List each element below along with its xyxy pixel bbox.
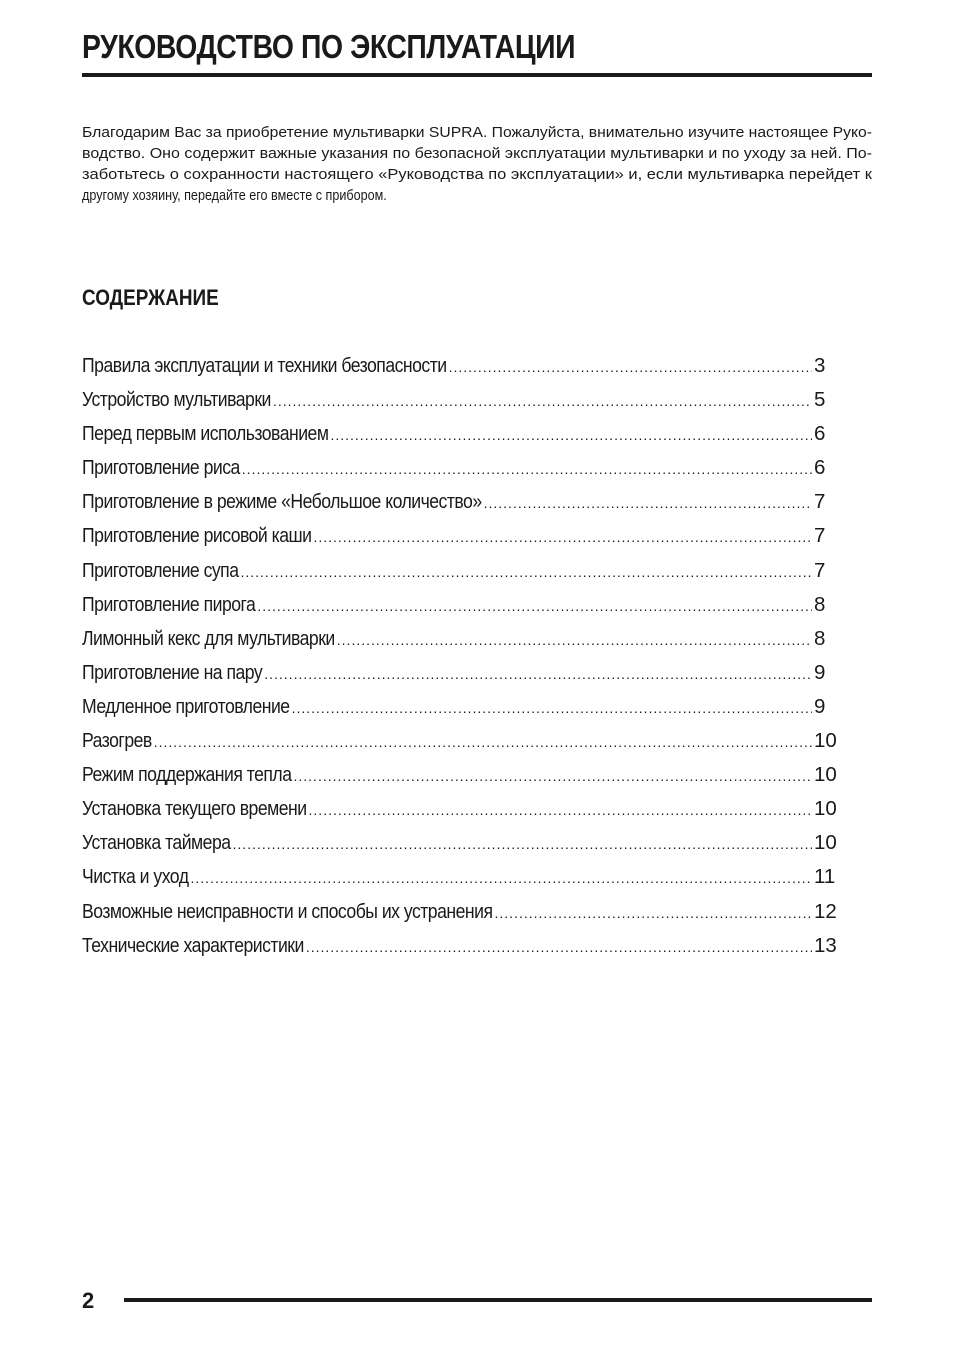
toc-entry[interactable]	[82, 792, 837, 826]
toc-entry-page: 7	[814, 490, 826, 514]
toc-entry[interactable]	[82, 349, 834, 383]
toc-entry[interactable]	[82, 417, 834, 451]
toc-dot-leader	[449, 350, 812, 384]
toc-entry[interactable]	[82, 758, 837, 792]
toc-entry-page: 6	[814, 456, 826, 480]
toc-dot-leader	[191, 861, 812, 895]
toc-dot-leader	[264, 657, 812, 691]
toc-entry[interactable]	[82, 656, 834, 690]
toc-entry-page: 9	[814, 694, 826, 718]
toc-dot-leader	[233, 827, 812, 861]
toc-dot-leader	[273, 384, 812, 418]
toc-entry-page: 10	[814, 729, 837, 753]
toc-entry-label: Установка текущего времени	[82, 797, 307, 821]
toc-entry[interactable]	[82, 690, 834, 724]
toc-dot-leader	[242, 452, 812, 486]
contents-heading: СОДЕРЖАНИЕ	[82, 285, 219, 310]
toc-entry-label: Разогрев	[82, 729, 152, 753]
toc-entry-label: Приготовление пирога	[82, 592, 256, 616]
toc-entry-label: Приготовление супа	[82, 558, 239, 582]
toc-entry-label: Установка таймера	[82, 831, 231, 855]
toc-entry[interactable]	[82, 724, 837, 758]
toc-entry-page: 10	[814, 763, 837, 787]
table-of-contents	[82, 349, 837, 963]
toc-entry-page: 8	[814, 626, 826, 650]
toc-entry-page: 5	[814, 388, 826, 412]
toc-dot-leader	[257, 589, 812, 623]
toc-dot-leader	[154, 725, 812, 759]
toc-entry-page: 8	[814, 592, 826, 616]
toc-entry-page: 9	[814, 660, 826, 684]
toc-dot-leader	[313, 520, 812, 554]
toc-entry-page: 10	[814, 797, 837, 821]
toc-dot-leader	[484, 486, 812, 520]
toc-dot-leader	[294, 759, 813, 793]
toc-entry[interactable]	[82, 826, 837, 860]
toc-dot-leader	[309, 793, 812, 827]
toc-entry-label: Приготовление в режиме «Небольшое количество»	[82, 490, 482, 514]
toc-entry-label: Устройство мультиварки	[82, 388, 271, 412]
toc-dot-leader	[330, 418, 812, 452]
toc-dot-leader	[495, 896, 812, 930]
toc-entry-label: Приготовление рисовой каши	[82, 524, 312, 548]
toc-entry-label: Возможные неисправности и способы их устранения	[82, 899, 493, 923]
intro-line: водство. Оно содержит важные указания по безопасной эксплуатации мультиварки и по уходу за ней. По-	[82, 145, 873, 162]
footer-rule	[124, 1298, 872, 1302]
intro-line: заботьтесь о сохранности настоящего «Руководства по эксплуатации» и, если мультиварка перейдет к	[82, 166, 872, 183]
page-title: РУКОВОДСТВО ПО ЭКСПЛУАТАЦИИ	[82, 28, 576, 65]
toc-entry-page: 3	[814, 354, 826, 377]
toc-entry-label: Чистка и уход	[82, 865, 189, 889]
toc-entry-page: 7	[814, 558, 826, 582]
toc-dot-leader	[337, 623, 812, 657]
page-number: 2	[82, 1288, 95, 1313]
toc-entry-label: Режим поддержания тепла	[82, 763, 292, 787]
toc-entry-label: Перед первым использованием	[82, 422, 329, 446]
toc-entry[interactable]	[82, 519, 834, 553]
intro-line: другому хозяину, передайте его вместе с прибором.	[82, 187, 387, 204]
toc-entry[interactable]	[82, 588, 834, 622]
toc-entry-page: 6	[814, 422, 826, 446]
intro-line: Благодарим Вас за приобретение мультиварки SUPRA. Пожалуйста, внимательно изучите настоящее Руко-	[82, 124, 872, 141]
title-underline	[82, 73, 872, 77]
toc-entry[interactable]	[82, 554, 834, 588]
toc-entry-label: Технические характеристики	[82, 933, 304, 957]
toc-entry[interactable]	[82, 451, 834, 485]
toc-entry-page: 10	[814, 831, 837, 855]
toc-entry[interactable]	[82, 860, 834, 894]
toc-entry[interactable]	[82, 383, 834, 417]
toc-entry-page: 11	[814, 865, 836, 889]
toc-entry-page: 13	[814, 933, 837, 957]
toc-entry[interactable]	[82, 485, 834, 519]
intro-paragraph	[82, 122, 872, 206]
toc-entry-page: 12	[814, 899, 837, 923]
toc-dot-leader	[292, 691, 812, 725]
toc-entry-label: Приготовление на пару	[82, 660, 263, 684]
toc-entry[interactable]	[82, 895, 837, 929]
toc-entry-label: Медленное приготовление	[82, 694, 290, 718]
toc-entry-label: Лимонный кекс для мультиварки	[82, 626, 335, 650]
toc-entry[interactable]	[82, 622, 834, 656]
toc-entry-page: 7	[814, 524, 826, 548]
toc-dot-leader	[240, 555, 812, 589]
toc-dot-leader	[306, 930, 812, 964]
toc-entry-label: Приготовление риса	[82, 456, 240, 480]
toc-entry[interactable]	[82, 929, 837, 963]
toc-entry-label: Правила эксплуатации и техники безопасности	[82, 354, 447, 377]
